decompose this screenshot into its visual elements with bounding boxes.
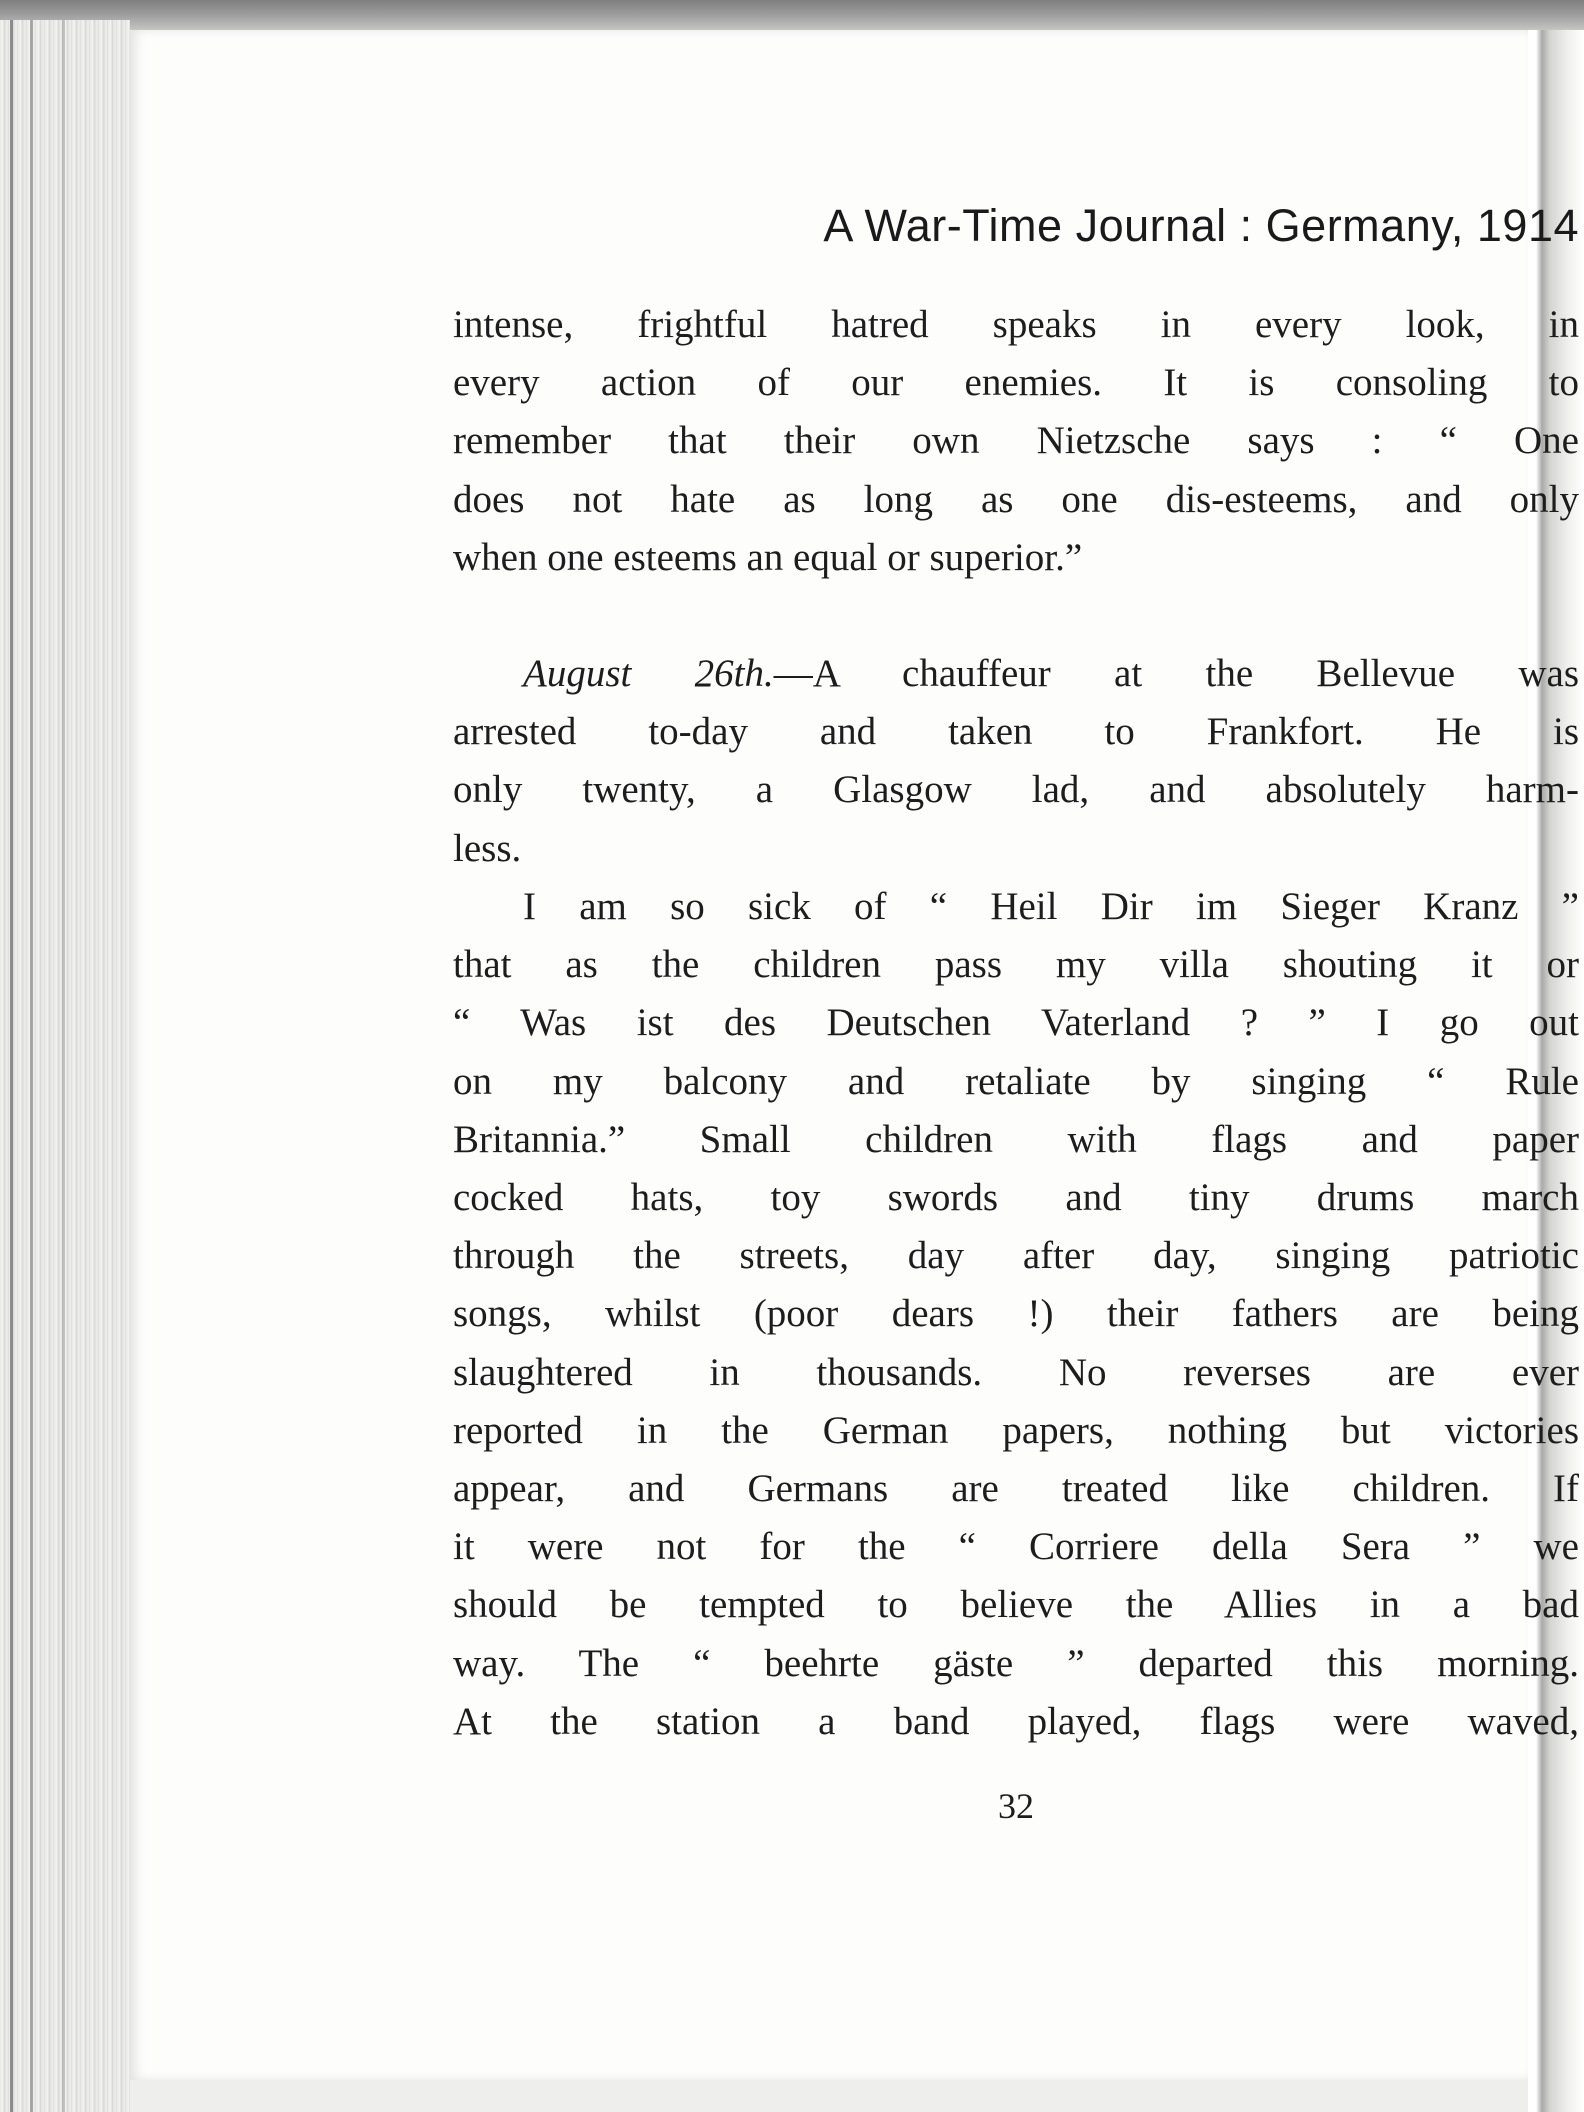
page-number: 32 bbox=[998, 1786, 1034, 1826]
text-line bbox=[453, 645, 1579, 703]
text-line: arrested to-day and taken to Frankfort. He is bbox=[453, 710, 1579, 754]
text-line: only twenty, a Glasgow lad, and absolutely harm- bbox=[453, 768, 1579, 812]
text-line: less. bbox=[453, 826, 522, 870]
page-edge-line bbox=[62, 20, 65, 2112]
text-line: way. The “ beehrte gäste ” departed this morning. bbox=[453, 1641, 1579, 1685]
entry-text: —A chauffeur at the Bellevue was bbox=[773, 652, 1580, 695]
text-line: At the station a band played, flags were waved, bbox=[453, 1699, 1579, 1743]
text-line: does not hate as long as one dis-esteems, and only bbox=[453, 477, 1579, 521]
text-line: when one esteems an equal or superior.” bbox=[453, 535, 1083, 579]
text-line: on my balcony and retaliate by singing “ Rule bbox=[453, 1059, 1579, 1103]
page-sheet bbox=[130, 30, 1580, 2080]
top-shadow bbox=[0, 0, 1584, 34]
text-line: songs, whilst (poor dears !) their fathers are being bbox=[453, 1292, 1579, 1336]
page-edge-line bbox=[10, 20, 13, 2112]
text-line: through the streets, day after day, singing patriotic bbox=[453, 1234, 1579, 1278]
running-head: A War-Time Journal : Germany, 1914 bbox=[823, 200, 1579, 251]
paragraph-dated-entry bbox=[453, 645, 1579, 878]
text-line: intense, frightful hatred speaks in every look, in bbox=[453, 303, 1579, 346]
text-line: slaughtered in thousands. No reverses are ever bbox=[453, 1350, 1579, 1394]
text-line: cocked hats, toy swords and tiny drums march bbox=[453, 1176, 1579, 1220]
paragraph-body bbox=[453, 878, 1579, 1751]
text-line: Britannia.” Small children with flags and paper bbox=[453, 1117, 1579, 1161]
text-line: that as the children pass my villa shouting it or bbox=[453, 943, 1579, 987]
text-line: “ Was ist des Deutschen Vaterland ? ” I go out bbox=[453, 1001, 1579, 1045]
text-line: appear, and Germans are treated like children. If bbox=[453, 1467, 1579, 1511]
page-edge-line bbox=[30, 20, 33, 2112]
text-line: it were not for the “ Corriere della Sera ” we bbox=[453, 1525, 1579, 1569]
text-line: every action of our enemies. It is consoling to bbox=[453, 361, 1579, 405]
page-stack-edges bbox=[0, 20, 130, 2112]
text-line: should be tempted to believe the Allies in a bad bbox=[453, 1583, 1579, 1627]
text-line: reported in the German papers, nothing but victories bbox=[453, 1408, 1579, 1452]
paragraph-continued bbox=[453, 296, 1579, 587]
entry-date: August 26th. bbox=[523, 652, 774, 695]
text-line: I am so sick of “ Heil Dir im Sieger Kranz ” bbox=[523, 885, 1579, 928]
text-line: remember that their own Nietzsche says : “ One bbox=[453, 419, 1579, 463]
